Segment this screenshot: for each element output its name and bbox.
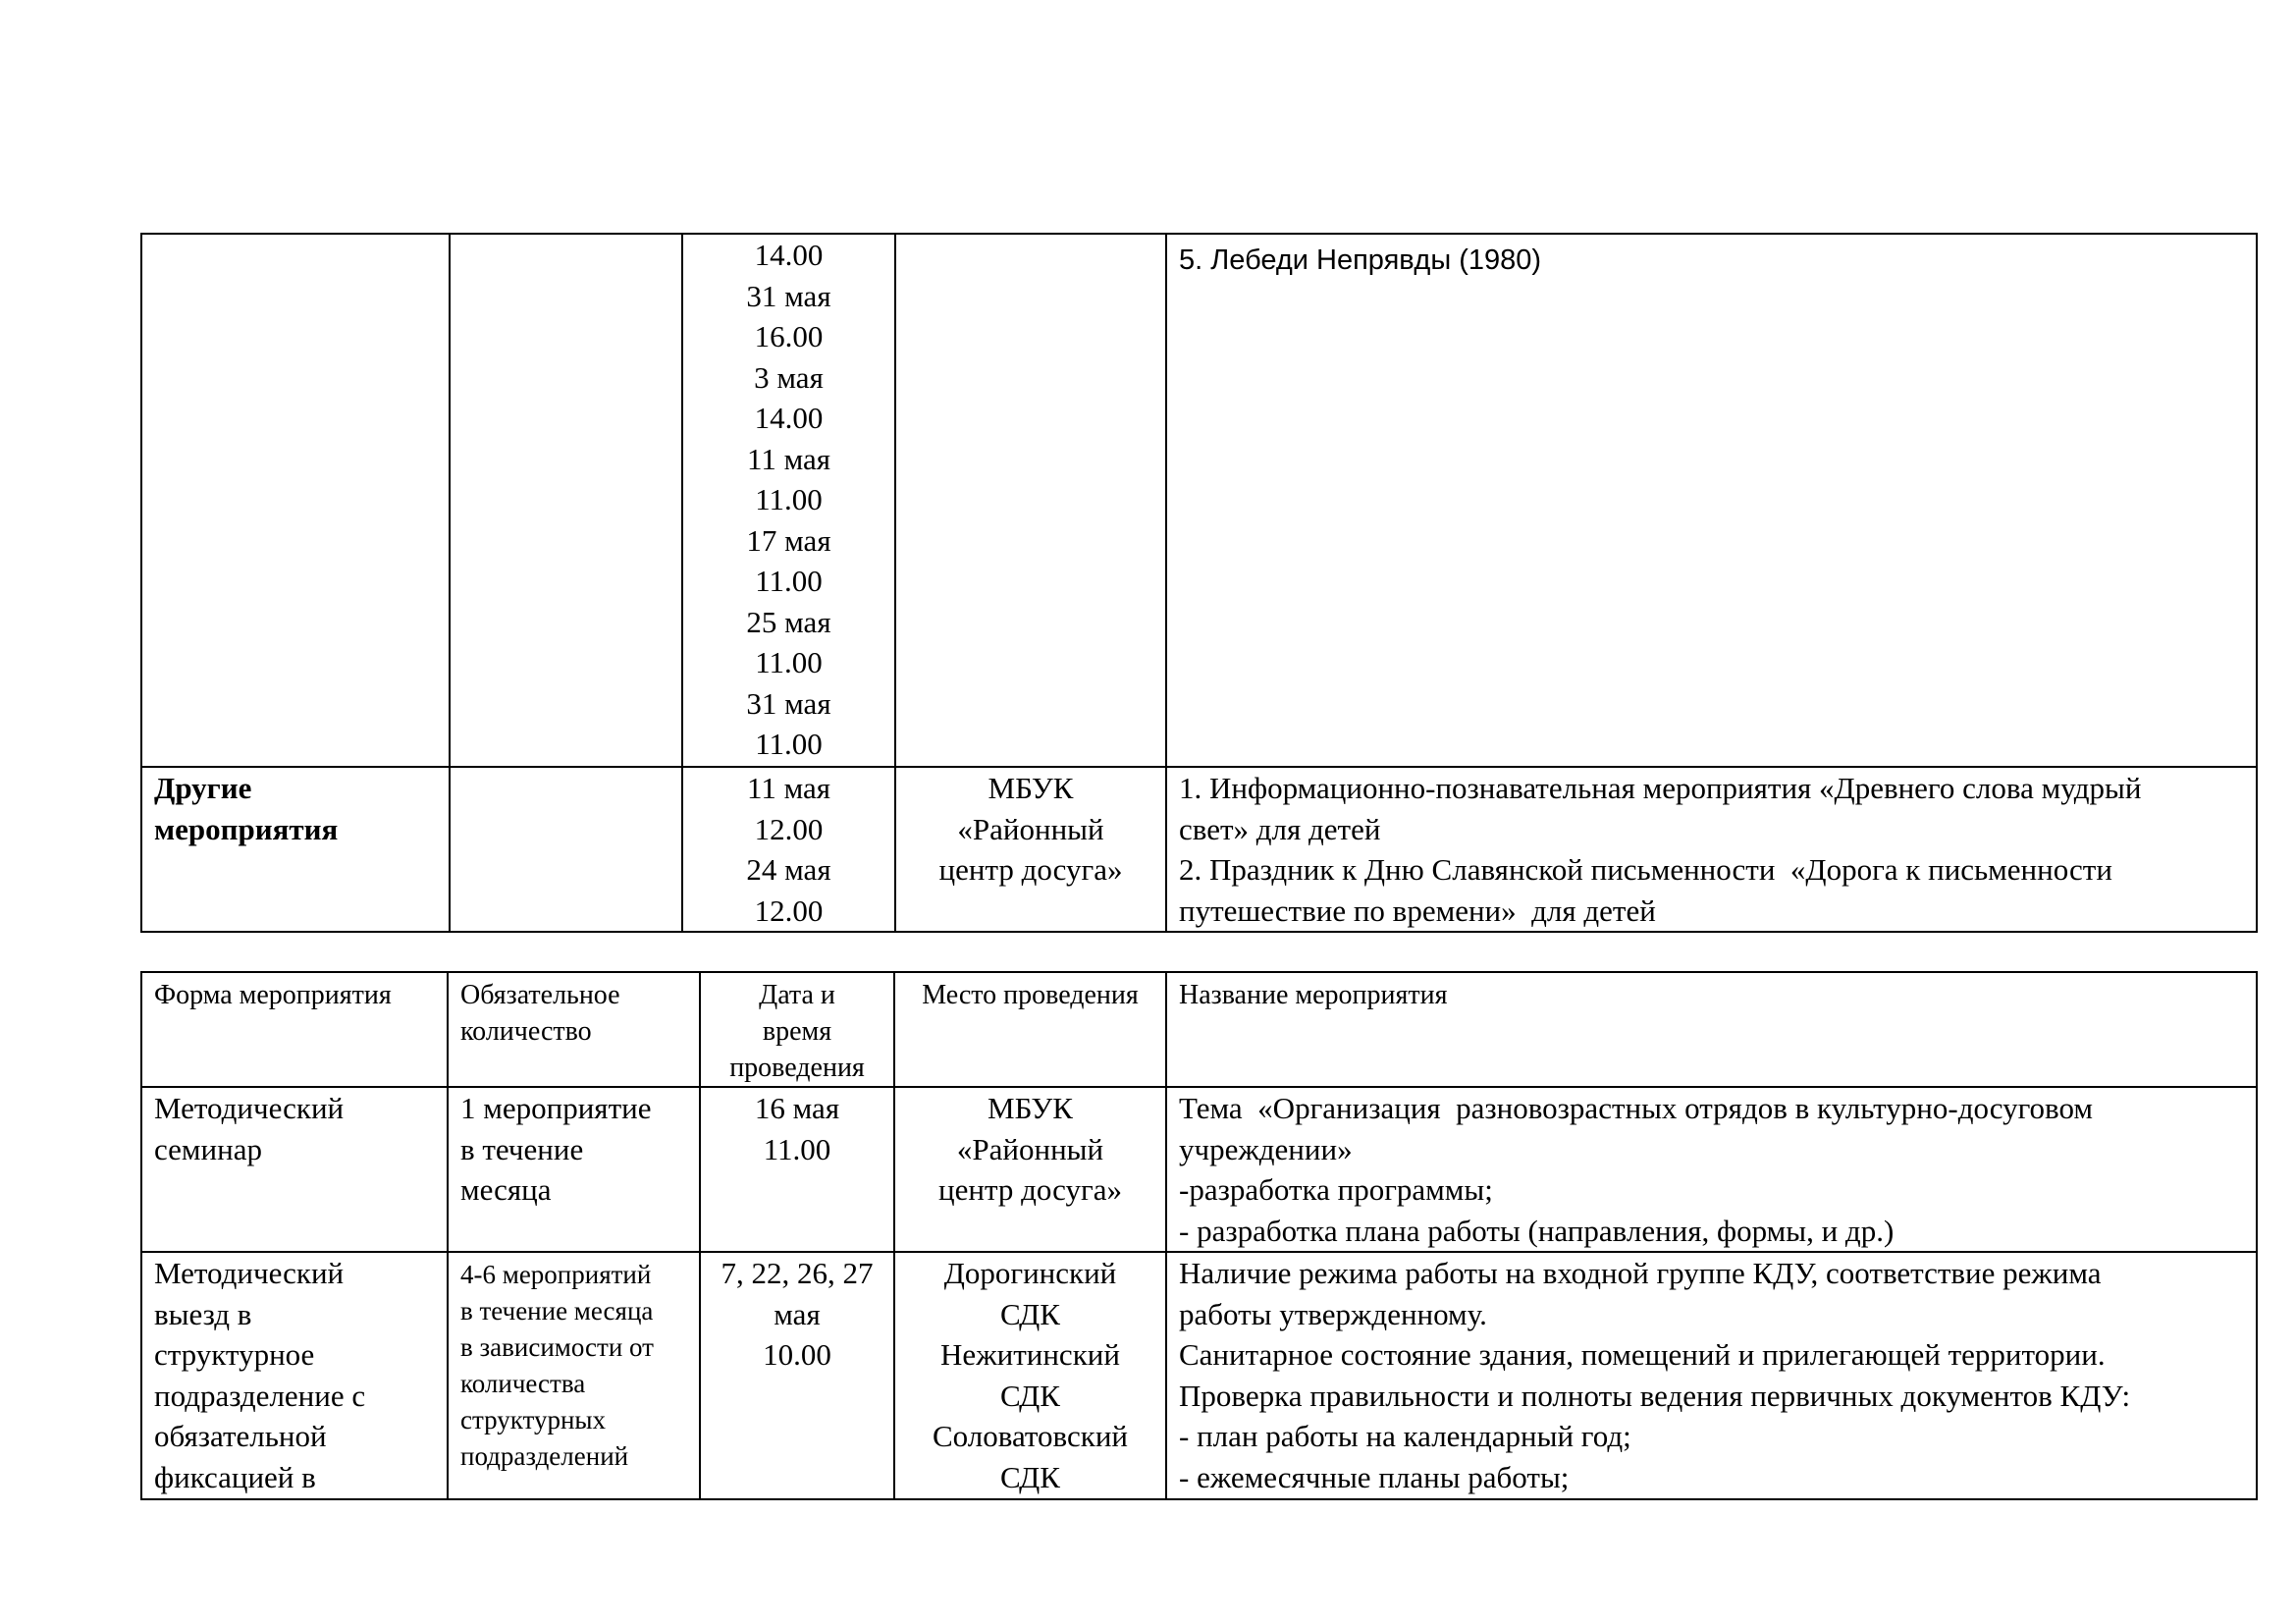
form-line: Методический bbox=[154, 1091, 345, 1125]
form-cell bbox=[141, 234, 450, 767]
quantity-line: подразделений bbox=[460, 1441, 629, 1471]
header-date bbox=[700, 972, 894, 1087]
header-line: время bbox=[762, 1016, 832, 1047]
event-name-line: работы утвержденному. bbox=[1179, 1296, 1487, 1331]
event-name-line: - ежемесячные планы работы; bbox=[1179, 1459, 1570, 1494]
methodical-events-table bbox=[140, 971, 2258, 1500]
place-line: центр досуга» bbox=[938, 1172, 1122, 1207]
place-cell bbox=[894, 1252, 1166, 1499]
date-line: 3 мая bbox=[754, 359, 824, 395]
header-line: Форма мероприятия bbox=[154, 980, 392, 1010]
date-line: 11.00 bbox=[755, 727, 823, 761]
table-row bbox=[141, 1252, 2257, 1499]
date-line: 16 мая bbox=[754, 1091, 840, 1125]
date-line: 25 мая bbox=[746, 604, 831, 639]
header-place bbox=[894, 972, 1166, 1087]
date-cell bbox=[682, 767, 895, 932]
header-line: Место проведения bbox=[922, 980, 1139, 1010]
table-row bbox=[141, 234, 2257, 767]
date-line: 17 мая bbox=[746, 522, 831, 558]
date-line: 11.00 bbox=[763, 1131, 831, 1166]
place-line: СДК bbox=[1000, 1378, 1060, 1413]
event-name-line: Санитарное состояние здания, помещений и прилегающей территории. bbox=[1179, 1337, 2106, 1372]
table-row bbox=[141, 1087, 2257, 1252]
quantity-line: 1 мероприятие bbox=[460, 1091, 652, 1125]
date-line: 7, 22, 26, 27 bbox=[721, 1256, 874, 1290]
quantity-cell bbox=[450, 234, 682, 767]
date-line: 11 мая bbox=[746, 441, 831, 476]
event-name-cell bbox=[1166, 1252, 2257, 1499]
date-line: 14.00 bbox=[754, 238, 824, 272]
form-line: фиксацией в bbox=[154, 1459, 316, 1494]
event-name-line: -разработка программы; bbox=[1179, 1172, 1493, 1207]
quantity-line: структурных bbox=[460, 1405, 607, 1435]
form-line: семинар bbox=[154, 1131, 262, 1166]
date-line: 11.00 bbox=[755, 645, 823, 679]
form-line: структурное bbox=[154, 1337, 315, 1372]
event-name-line: 1. Информационно-познавательная мероприятия «Древнего слова мудрый bbox=[1179, 771, 2142, 805]
place-line: «Районный bbox=[956, 1131, 1104, 1166]
form-cell bbox=[141, 767, 450, 932]
date-cell bbox=[700, 1252, 894, 1499]
event-name-cell bbox=[1166, 1087, 2257, 1252]
place-line: МБУК bbox=[988, 1091, 1073, 1125]
date-line: 16.00 bbox=[754, 319, 824, 353]
date-cell bbox=[700, 1087, 894, 1252]
table-header-row bbox=[141, 972, 2257, 1087]
event-name-line: свет» для детей bbox=[1179, 811, 1381, 846]
event-name-cell bbox=[1166, 767, 2257, 932]
date-line: 11.00 bbox=[755, 482, 823, 516]
place-line: МБУК bbox=[988, 771, 1074, 805]
date-line: 24 мая bbox=[746, 852, 831, 887]
table-row bbox=[141, 767, 2257, 932]
quantity-line: в течение месяца bbox=[460, 1296, 654, 1326]
form-cell bbox=[141, 1087, 448, 1252]
date-cell bbox=[682, 234, 895, 767]
date-line: 10.00 bbox=[763, 1337, 831, 1372]
form-line: мероприятия bbox=[154, 811, 339, 846]
header-quantity bbox=[448, 972, 700, 1087]
date-line: 14.00 bbox=[754, 401, 824, 435]
event-name-line: Наличие режима работы на входной группе КДУ, соответствие режима bbox=[1179, 1256, 2102, 1290]
quantity-cell bbox=[448, 1252, 700, 1499]
event-name-line: - разработка плана работы (направления, формы, и др.) bbox=[1179, 1213, 1895, 1248]
date-line: 11 мая bbox=[746, 771, 831, 805]
header-line: количество bbox=[460, 1016, 592, 1047]
quantity-line: 4-6 мероприятий bbox=[460, 1260, 652, 1289]
form-line: Другие bbox=[154, 771, 252, 805]
form-line: Методический bbox=[154, 1256, 345, 1290]
quantity-line: количества bbox=[460, 1369, 586, 1398]
event-name-line: - план работы на календарный год; bbox=[1179, 1419, 1631, 1453]
quantity-cell bbox=[448, 1087, 700, 1252]
form-line: обязательной bbox=[154, 1419, 327, 1453]
event-name-line: Тема «Организация разновозрастных отрядов в культурно-досуговом bbox=[1179, 1091, 2094, 1125]
quantity-line: месяца bbox=[460, 1172, 552, 1207]
event-name-line: Проверка правильности и полноты ведения первичных документов КДУ: bbox=[1179, 1378, 2131, 1413]
header-line: Обязательное bbox=[460, 980, 620, 1010]
header-line: Название мероприятия bbox=[1179, 980, 1448, 1010]
place-line: центр досуга» bbox=[938, 852, 1123, 887]
date-line: 31 мая bbox=[746, 278, 831, 313]
place-cell bbox=[894, 1087, 1166, 1252]
form-line: выезд в bbox=[154, 1296, 252, 1331]
event-name-line: учреждении» bbox=[1179, 1131, 1353, 1166]
place-line: «Районный bbox=[957, 811, 1104, 846]
event-name-line: 5. Лебеди Непрявды (1980) bbox=[1179, 244, 1542, 276]
header-name bbox=[1166, 972, 2257, 1087]
event-name-line: 2. Праздник к Дню Славянской письменности «Дорога к письменности bbox=[1179, 852, 2112, 887]
quantity-line: в зависимости от bbox=[460, 1332, 654, 1362]
date-line: 31 мая bbox=[746, 685, 831, 721]
form-cell bbox=[141, 1252, 448, 1499]
place-cell bbox=[895, 234, 1166, 767]
place-line: Нежитинский bbox=[940, 1337, 1120, 1372]
place-line: СДК bbox=[1000, 1296, 1060, 1331]
header-line: проведения bbox=[729, 1053, 865, 1083]
date-line: 11.00 bbox=[755, 564, 823, 598]
place-line: Дорогинский bbox=[943, 1256, 1117, 1290]
date-line: мая bbox=[774, 1296, 821, 1331]
place-line: СДК bbox=[1000, 1459, 1060, 1494]
quantity-line: в течение bbox=[460, 1131, 584, 1166]
quantity-cell bbox=[450, 767, 682, 932]
events-table-continued bbox=[140, 233, 2258, 933]
date-line: 12.00 bbox=[754, 811, 824, 846]
event-name-cell bbox=[1166, 234, 2257, 767]
event-name-line: путешествие по времени» для детей bbox=[1179, 893, 1656, 928]
header-line: Дата и bbox=[759, 980, 835, 1010]
date-line: 12.00 bbox=[754, 893, 824, 928]
header-form bbox=[141, 972, 448, 1087]
place-cell bbox=[895, 767, 1166, 932]
form-line: подразделение с bbox=[154, 1378, 366, 1413]
place-line: Соловатовский bbox=[932, 1419, 1129, 1453]
